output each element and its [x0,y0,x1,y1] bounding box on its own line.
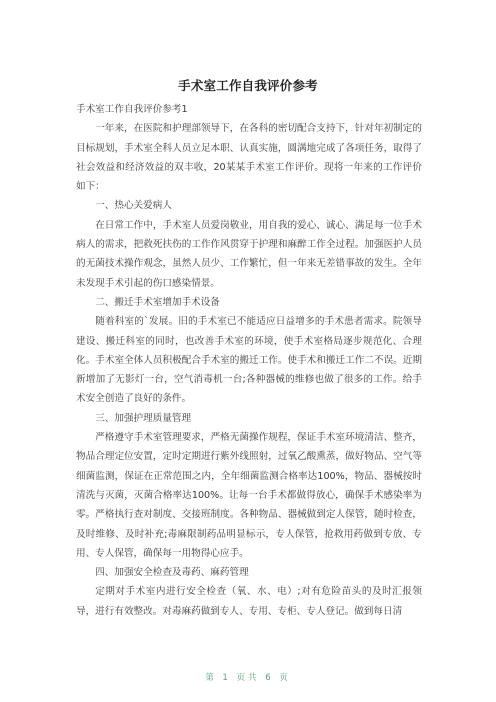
section-paragraph-1: 在日常工作中，手术室人员爱岗敬业，用自我的爱心、诚心、满足每一位手术病人的需求，把救死扶伤的工作作风贯穿于护理和麻醉工作全过程。加强医护人员的无菌技术操作观念，虽然人员少、工作繁忙，但一年来无差错事故的发生。全年未发现手术引起的伤口感染情景。 [76,219,422,289]
section-heading-3: 三、加强护理质量管理 [95,412,192,424]
section-heading-2: 二、搬迁手术室增加手术设备 [95,296,220,308]
document-title: 手术室工作自我评价参考 [178,78,318,93]
section-paragraph-3: 严格遵守手术室管理要求，严格无菌操作规程，保证手术室环境清洁、整齐，物品合理定位安置，定时定期进行紫外线照射，过氧乙酸熏蒸，做好物品、空气等细菌监测，保证在正常范围之内，全年细菌监测合格率达100%，物品、器械按时清洗与灭菌，灭菌合格率达100%。让每一台手术都做得放心，确保手术感染率为零。严格执行查对制度、交接班制度。各种物品、器械做到定人保管，随时检查，及时维修、及时补充;毒麻限制药品明显标示，专人保管，抢救用药做到专放、专用、专人保管，确保每一用物得心应手。 [76,432,422,559]
section-heading-1: 一、热心关爱病人 [95,200,172,212]
section-paragraph-4: 定期对手术室内进行安全检查（氧、水、电）;对有危险苗头的及时汇报领导，进行有效整改。对毒麻药做到专人、专用、专柜、专人登记。做到每日清 [76,586,422,617]
section-paragraph-2: 随着科室的`发展。旧的手术室已不能适应日益增多的手术患者需求。院领导建设、搬迁科室的同时，也改善手术室的环境，使手术室格局逐步规范化、合理化。手术室全体人员积极配合手术室的搬迁工作。使手术和搬迁工作二不误。近期新增加了无影灯一台，空气消毒机一台;各种器械的维修也做了很多的工作。给手术安全创造了良好的条件。 [76,316,422,405]
section-heading-4: 四、加强安全检查及毒药、麻药管理 [95,567,249,579]
document-body [76,100,422,621]
document-subtitle: 手术室工作自我评价参考1 [76,104,188,115]
page-number-footer: 第 1 页共 6 页 [205,673,291,683]
intro-paragraph: 一年来，在医院和护理部领导下，在各科的密切配合支持下，针对年初制定的目标规划，手术室全科人员立足本职、认真实施，圆满地完成了各项任务，取得了社会效益和经济效益的双丰收，20某某手术室工作评价。现将一年来的工作评价如下： [76,123,422,193]
